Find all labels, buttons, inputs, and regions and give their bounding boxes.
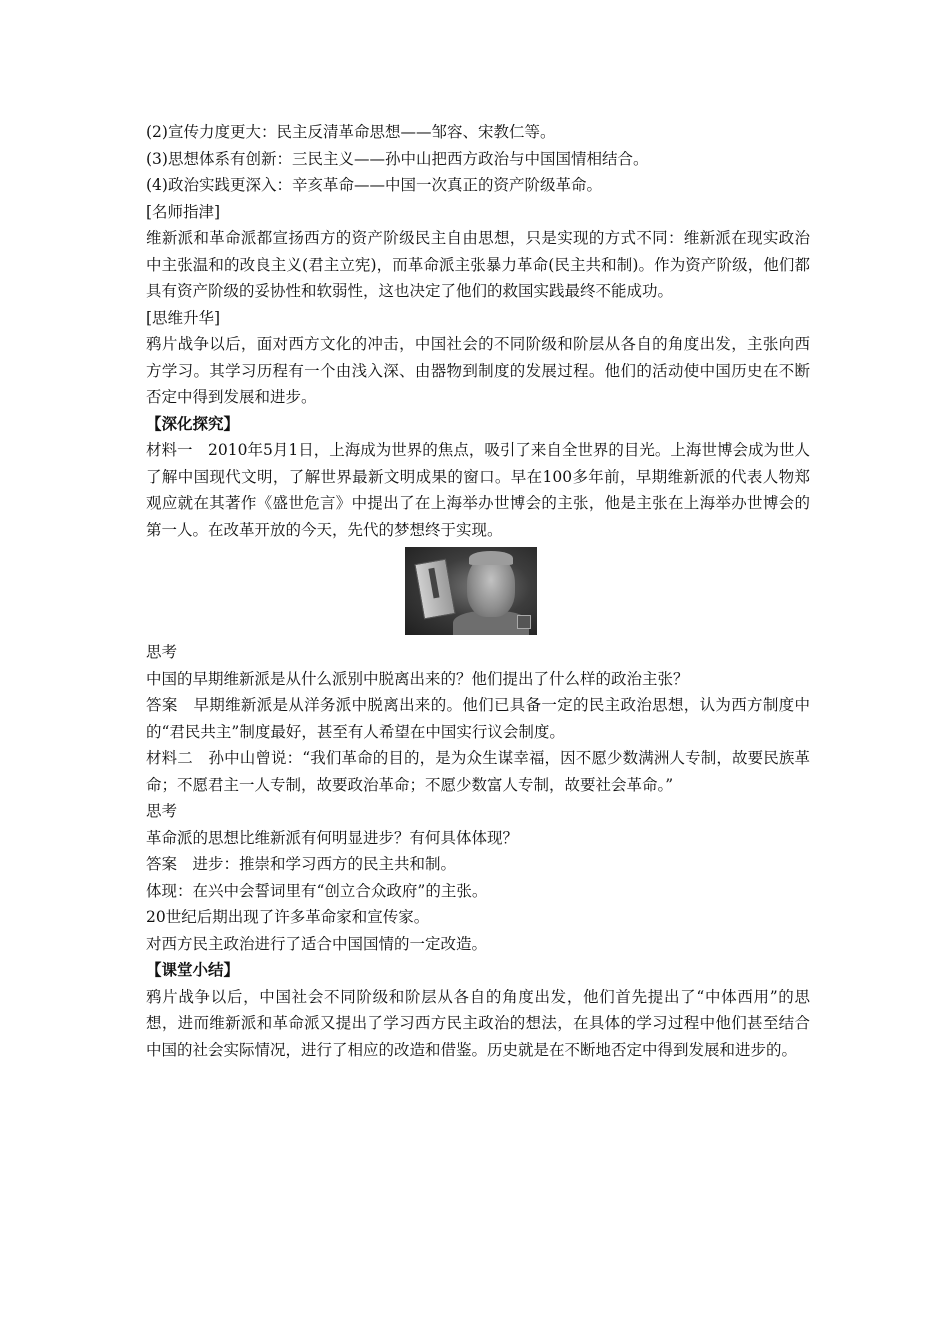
document-body [146,119,810,1063]
book-image [414,559,455,620]
summary-paragraph: 鸦片战争以后，中国社会不同阶级和阶层从各自的角度出发，他们首先提出了“中体西用”的思想，进而维新派和革命派又提出了学习西方民主政治的想法，在具体的学习过程中他们甚至结合中国的社会实际情况，进行了相应的改造和借鉴。历史就是在不断地否定中得到发展和进步的。 [146,987,810,1059]
shenhua-heading: 【深化探究】 [146,413,240,433]
portrait-photo [405,547,537,635]
material-two-paragraph: 材料二 孙中山曾说：“我们革命的目的，是为众生谋幸福，因不愿少数满洲人专制，故要民族革命；不愿君主一人专制，故要政治革命；不愿少数富人专制，故要社会革命。” [146,749,810,794]
answer-2-detail-3: 对西方民主政治进行了适合中国国情的一定改造。 [146,934,488,953]
answer-2-detail-1: 体现：在兴中会誓词里有“创立合众政府”的主张。 [146,881,488,900]
mingshi-paragraph: 维新派和革命派都宣扬西方的资产阶级民主自由思想，只是实现的方式不同：维新派在现实政治中主张温和的改良主义(君主立宪)，而革命派主张暴力革命(民主共和制)。作为资产阶级，他们都具有资产阶级的妥协性和软弱性，这也决定了他们的救国实践最终不能成功。 [146,229,810,300]
answer-1: 答案 早期维新派是从洋务派中脱离出来的。他们已具备一定的民主政治思想，认为西方制度中的“君民共主”制度最好，甚至有人希望在中国实行议会制度。 [146,696,810,741]
answer-2-detail-2: 20世纪后期出现了许多革命家和宣传家。 [146,908,430,926]
question-2: 革命派的思想比维新派有何明显进步？有何具体体现？ [146,828,519,847]
mingshi-heading: [名师指津] [146,202,221,221]
answer-2: 答案 进步：推崇和学习西方的民主共和制。 [146,855,457,873]
siwei-paragraph: 鸦片战争以后，面对西方文化的冲击，中国社会的不同阶级和阶层从各自的角度出发，主张向西方学习。其学习历程有一个由浅入深、由器物到制度的发展过程。他们的活动使中国历史在不断否定中得到发展和进步。 [146,335,810,406]
point-2: (2)宣传力度更大：民主反清革命思想——邹容、宋教仁等。 [146,123,556,141]
seal-stamp [517,615,531,629]
siwei-heading: [思维升华] [146,308,221,327]
portrait-cap [469,551,513,565]
summary-heading: 【课堂小结】 [146,960,240,979]
point-3: (3)思想体系有创新：三民主义——孙中山把西方政治与中国国情相结合。 [146,149,649,168]
question-1: 中国的早期维新派是从什么派别中脱离出来的？他们提出了什么样的政治主张？ [146,669,689,688]
material-one-paragraph: 材料一 2010年5月1日，上海成为世界的焦点，吸引了来自全世界的目光。上海世博会成为世人了解中国现代文明，了解世界最新文明成果的窗口。早在100多年前，早期维新派的代表人物郑观应就在其著作《盛世危言》中提出了在上海举办世博会的主张，他是主张在上海举办世博会的第一人。在改革开放的今天，先代的梦想终于实现。 [146,441,810,539]
think-label-2: 思考 [146,802,178,820]
point-4: (4)政治实践更深入：辛亥革命——中国一次真正的资产阶级革命。 [146,176,602,194]
think-label-1: 思考 [146,643,178,661]
